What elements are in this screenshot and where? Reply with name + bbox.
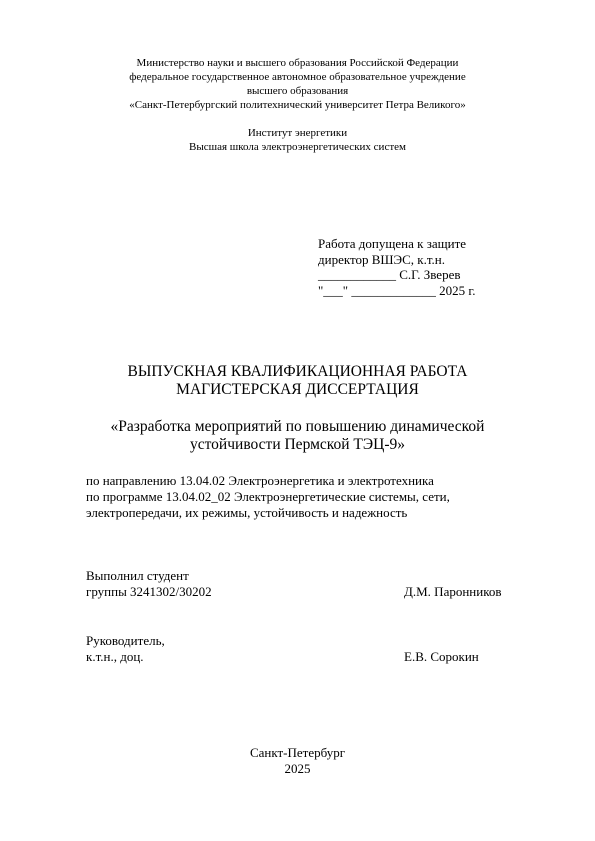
approval-block	[318, 236, 475, 298]
document-title	[0, 363, 595, 398]
institute-block	[0, 126, 595, 154]
thesis-topic	[0, 418, 595, 453]
student-role-line: Выполнил студент	[86, 568, 189, 583]
university-name-line: «Санкт-Петербургский политехнический университет Петра Великого»	[129, 99, 466, 111]
student-role	[86, 568, 212, 600]
education-level-line: высшего образования	[246, 85, 349, 97]
institute-name: Институт энергетики	[247, 127, 348, 139]
supervisor-role	[86, 633, 165, 665]
place-and-year	[0, 745, 595, 777]
supervisor-degree-line: к.т.н., доц.	[86, 649, 144, 664]
student-name: Д.М. Паронников	[404, 584, 502, 599]
school-name: Высшая школа электроэнергетических систем	[189, 141, 406, 153]
approval-admitted-line: Работа допущена к защите	[318, 236, 467, 251]
program-continuation-line: электропередачи, их режимы, устойчивость и надежность	[86, 505, 408, 520]
supervisor-role-line: Руководитель,	[86, 633, 165, 648]
year-line: 2025	[284, 761, 311, 776]
program-line: по программе 13.04.02_02 Электроэнергетические системы, сети,	[86, 489, 450, 504]
study-direction	[86, 473, 450, 521]
supervisor-name: Е.В. Сорокин	[404, 649, 479, 664]
topic-line-2: устойчивости Пермской ТЭЦ-9»	[189, 435, 405, 453]
institution-type-line: федеральное государственное автономное образовательное учреждение	[129, 71, 466, 83]
ministry-line: Министерство науки и высшего образования Российской Федерации	[136, 57, 459, 69]
student-group-line: группы 3241302/30202	[86, 584, 212, 599]
title-line-2: МАГИСТЕРСКАЯ ДИССЕРТАЦИЯ	[176, 380, 419, 398]
direction-line: по направлению 13.04.02 Электроэнергетика и электротехника	[86, 473, 434, 488]
topic-line-1: «Разработка мероприятий по повышению динамической	[110, 418, 485, 435]
approval-date-line: "___" _____________ 2025 г.	[318, 282, 476, 298]
approval-signature-line: ____________ С.Г. Зверев	[318, 267, 461, 282]
city-line: Санкт-Петербург	[249, 745, 346, 760]
approval-director-line: директор ВШЭС, к.т.н.	[318, 251, 446, 267]
ministry-header	[0, 56, 595, 112]
title-line-1: ВЫПУСКНАЯ КВАЛИФИКАЦИОННАЯ РАБОТА	[127, 363, 468, 380]
